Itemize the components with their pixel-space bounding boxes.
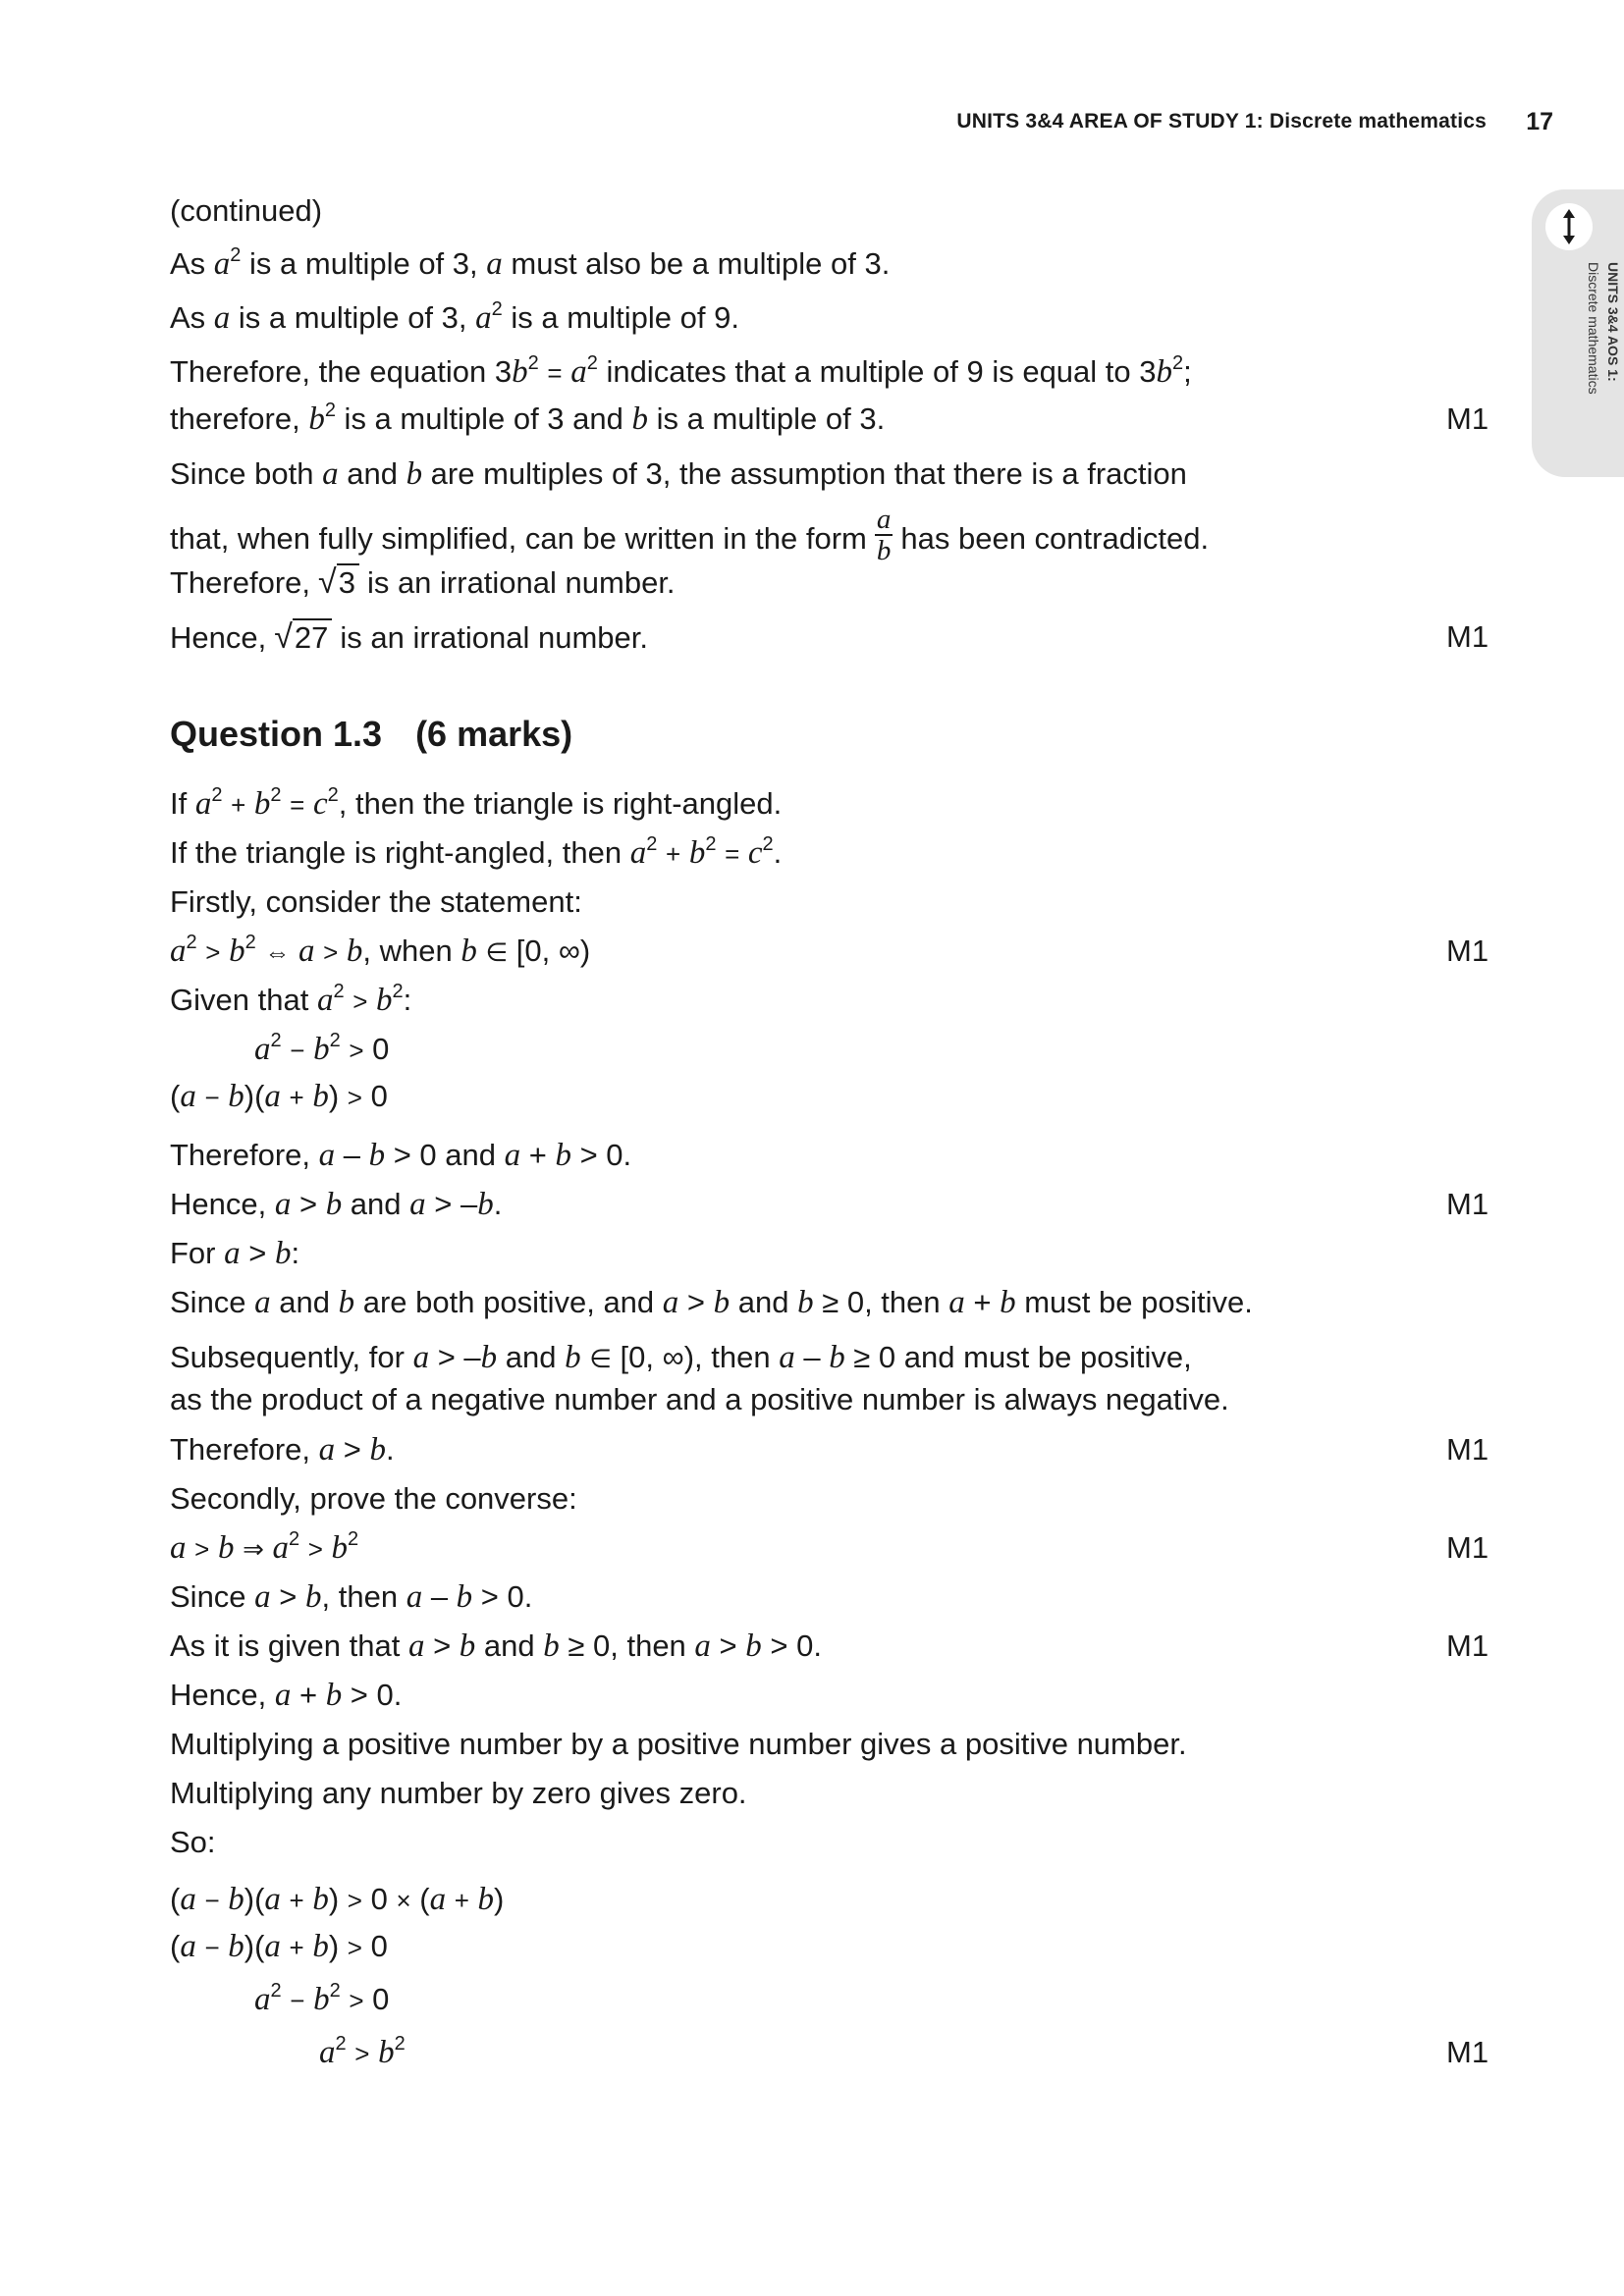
side-tab-title: UNITS 3&4 AOS 1:: [1605, 262, 1621, 382]
text-line: As a is a multiple of 3, $a^2$ is a multiple of 9.: [170, 298, 739, 336]
text-line: Therefore, a > b.: [170, 1432, 395, 1468]
text-line: Since both a and b are multiples of 3, the assumption that there is a fraction: [170, 456, 1187, 492]
header-title: UNITS 3&4 AREA OF STUDY 1: Discrete mathematics: [956, 110, 1487, 133]
text-line: Secondly, prove the converse:: [170, 1481, 577, 1516]
side-tab-subtitle: Discrete mathematics: [1586, 262, 1601, 395]
fraction: $\frac{a}{b}$: [876, 504, 892, 566]
text-line: Therefore, the equation $3b^2 = a^2$ indicates that a multiple of 9 is equal to $3b^2$;: [170, 352, 1192, 390]
text-line: therefore, $b^2$ is a multiple of 3 and b is a multiple of 3.: [170, 400, 886, 437]
mark-label: M1: [1446, 2035, 1489, 2069]
mark-label: M1: [1446, 1629, 1489, 1663]
text-line: Multiplying a positive number by a positive number gives a positive number.: [170, 1727, 1187, 1761]
text-line: that, when fully simplified, can be written in the form $\frac{a}{b}$ has been contradicted.: [170, 504, 1210, 566]
mark-label: M1: [1446, 1530, 1489, 1565]
text-line: Therefore, √3 is an irrational number.: [170, 563, 676, 601]
mark-label: M1: [1446, 934, 1489, 968]
text-line: As $a^2$ is a multiple of 3, a must also be a multiple of 3.: [170, 244, 891, 282]
square-root: √27: [274, 618, 332, 657]
updown-arrow-icon: [1545, 203, 1593, 250]
text-line: Hence, a + b > 0.: [170, 1678, 403, 1713]
text-line: Since a and b are both positive, and a > b and b ≥ 0, then a + b must be positive.: [170, 1285, 1253, 1320]
equation-line: (a − b)(a + b) > 0: [170, 1929, 388, 1964]
equation-line: (a − b)(a + b) > 0: [170, 1079, 388, 1114]
equation-line: $a^2 > b^2$: [319, 2033, 406, 2070]
text-line: $a^2 > b^2$ ⇔ a > b, when b ∈ [0, ∞): [170, 932, 591, 969]
equation-line: $a^2 - b^2 > 0$: [254, 1030, 390, 1067]
text-line: Given that $a^2 > b^2$:: [170, 981, 412, 1018]
text-line: Therefore, a – b > 0 and a + b > 0.: [170, 1138, 632, 1173]
question-marks: (6 marks): [415, 714, 573, 754]
text-line: Hence, a > b and a > –b.: [170, 1187, 503, 1222]
equation-line: $a^2 - b^2 > 0$: [254, 1980, 390, 2017]
text-line: Subsequently, for a > –b and b ∈ [0, ∞), then a – b ≥ 0 and must be positive,: [170, 1340, 1192, 1375]
text-line: Hence, √27 is an irrational number.: [170, 618, 648, 656]
text-line: Since a > b, then a – b > 0.: [170, 1579, 533, 1615]
mark-label: M1: [1446, 1187, 1489, 1221]
text-line: If the triangle is right-angled, then $a^2 + b^2 = c^2$.: [170, 833, 783, 871]
running-header: [0, 110, 1624, 143]
mark-label: M1: [1446, 401, 1489, 436]
text-line: as the product of a negative number and a positive number is always negative.: [170, 1382, 1229, 1416]
equation-line: a > b ⇒ $a^2 > b^2$: [170, 1528, 359, 1566]
side-tab: [1532, 189, 1624, 477]
text-line: So:: [170, 1825, 216, 1859]
mark-label: M1: [1446, 1432, 1489, 1467]
continued-label: (continued): [170, 193, 323, 228]
text-line: If $a^2 + b^2 = c^2$, then the triangle is right-angled.: [170, 784, 783, 822]
side-tab-label: [1571, 262, 1622, 468]
text-line: For a > b:: [170, 1236, 300, 1271]
text-line: Multiplying any number by zero gives zero.: [170, 1776, 747, 1810]
equation-line: (a − b)(a + b) > 0 × (a + b): [170, 1882, 505, 1917]
text-line: Firstly, consider the statement:: [170, 884, 582, 919]
text-line: As it is given that a > b and b ≥ 0, then a > b > 0.: [170, 1629, 822, 1664]
question-heading: [170, 713, 572, 756]
question-title: Question 1.3: [170, 714, 383, 754]
mark-label: M1: [1446, 619, 1489, 654]
page-number: 17: [1526, 108, 1553, 135]
square-root: √3: [318, 563, 359, 602]
